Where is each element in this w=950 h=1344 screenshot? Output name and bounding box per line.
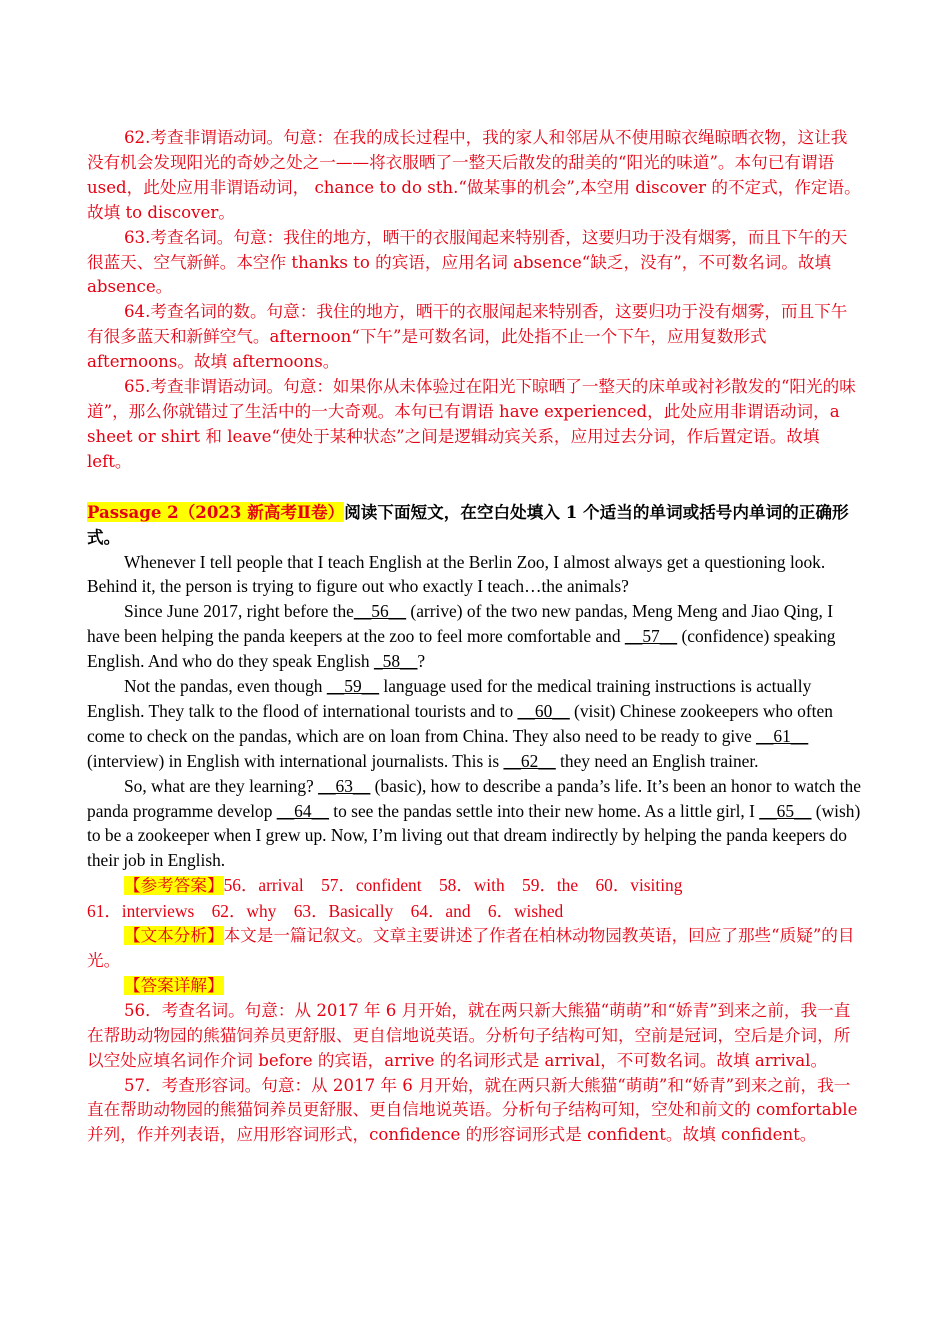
explanation-63: 63.考查名词。句意：我住的地方，晒干的衣服闻起来特别香，这要归功于没有烟雾，而且下午的天很蓝天、空气新鲜。本空作 thanks to 的宾语，应用名词 absence“缺乏，没有”，不可数名词。故填 absence。 — [87, 227, 848, 297]
answer-list-2: 61．interviews 62．why 63．Basically 64．and 6．wished — [87, 901, 564, 922]
text-run: So, what are they learning? — [124, 775, 319, 796]
text-run: (visit) Chinese zookeepers who often come to check on the pandas, which are on loan from China. They also need to be ready to give — [87, 700, 833, 746]
details-label: 【答案详解】 — [124, 975, 224, 995]
text-run: they need an English trainer. — [555, 750, 759, 771]
explanation-62: 62.考查非谓语动词。句意：在我的成长过程中，我的家人和邻居从不使用晾衣绳晾晒衣物，这让我没有机会发现阳光的奇妙之处之一——将衣服晒了一整天后散发的甜美的“阳光的味道”。本句已有谓语 used，此处应用非谓语动词， chance to do sth.“做某事的机会”,本空用 discover 的不定式，作定语。故填 to discover。 — [87, 128, 861, 222]
analysis-text: 本文是一篇记叙文。文章主要讲述了作者在柏林动物园教英语，回应了那些“质疑”的目光。 — [87, 926, 855, 970]
details-line — [87, 974, 862, 999]
passage-instruction: 阅读下面短文，在空白处填入 1 个适当的单词或括号内单词的正确形式。 — [87, 501, 849, 547]
text-run: (interview) in English with international journalists. This is — [87, 750, 504, 771]
document-page — [87, 126, 862, 1148]
text-run: language used for the medical training instructions is actually English. They talk to the flood of international tourists and to — [87, 676, 812, 721]
text-run: ? — [417, 651, 426, 672]
detail-56: 56．考查名词。句意：从 2017 年 6 月开始，就在两只新大熊猫“萌萌”和“娇青”到来之前，我一直在帮助动物园的熊猫饲养员更舒服、更自信地说英语。分析句子结构可知，空前是冠词，空后是介词，所以空处应填名词作介词 before 的宾语，arrive 的名词形式是 arrival，不可数名词。故填 arrival。 — [87, 1000, 851, 1070]
passage-header — [87, 500, 862, 550]
text-run: to see the pandas settle into their new home. As a little girl, I — [328, 800, 760, 821]
passage-paragraph-2 — [87, 599, 862, 674]
blank-56: __56__ — [353, 601, 407, 622]
blank-63: __63__ — [318, 775, 371, 796]
text-run: (arrive) of the two new pandas, Meng Meng and Jiao Qing, I have been helping the panda keepers at the zoo to feel more comfortable and — [87, 601, 833, 647]
blank-61: __61__ — [756, 725, 809, 746]
blank-59: __59__ — [326, 676, 380, 697]
text-run: Not the pandas, even though — [124, 676, 327, 697]
previous-explanations — [87, 126, 862, 475]
blank-57: __57__ — [624, 626, 678, 647]
explanation-65: 65.考查非谓语动词。句意：如果你从未体验过在阳光下晾晒了一整天的床单或衬衫散发的“阳光的味道”，那么你就错过了生活中的一大奇观。本句已有谓语 have experienced，此处应用非谓语动词，a sheet or shirt 和 leave“使处于某种状态”之间是逻辑动宾关系，应用过去分词，作后置定语。故填 left。 — [87, 377, 856, 471]
text-run: Since June 2017, right before the — [124, 601, 354, 622]
blank-64: __64__ — [276, 800, 329, 821]
explanation-64: 64.考查名词的数。句意：我住的地方，晒干的衣服闻起来特别香，这要归功于没有烟雾，而且下午有很多蓝天和新鲜空气。afternoon“下午”是可数名词，此处指不止一个下午，应用复数形式 afternoons。故填 afternoons。 — [87, 302, 848, 372]
answer-section — [87, 873, 862, 1148]
answer-list-1: 56．arrival 57．confident 58．with 59．the 60．visiting — [223, 875, 683, 896]
detail-57: 57．考查形容词。句意：从 2017 年 6 月开始，就在两只新大熊猫“萌萌”和“娇青”到来之前，我一直在帮助动物园的熊猫饲养员更舒服、更自信地说英语。分析句子结构可知，空处和前文的 comfortable 并列，作并列表语，应用形容词形式，confidence 的形容词形式是 confident。故填 confident。 — [87, 1075, 858, 1145]
blank-62: __62__ — [503, 750, 556, 771]
blank-58: _58__ — [373, 651, 418, 672]
blank-65: __65__ — [759, 800, 812, 821]
passage-tag: Passage 2（2023 新高考Ⅱ卷） — [87, 501, 345, 522]
text-run: (wish) to be a zookeeper when I grew up. Now, I’m living out that dream indirectly by helping the panda keepers do their job in English. — [87, 800, 861, 871]
passage-paragraph-1: Whenever I tell people that I teach English at the Berlin Zoo, I almost always get a questioning look. Behind it, the person is trying to figure out who exactly I teach…the animals? — [87, 551, 826, 597]
analysis-label: 【文本分析】 — [124, 926, 224, 946]
passage-body — [87, 550, 862, 874]
text-run: (confidence) speaking English. And who do they speak English — [87, 626, 836, 672]
passage-paragraph-4 — [87, 774, 862, 874]
blank-60: __60__ — [517, 700, 570, 721]
text-run: (basic), how to describe a panda’s life. It’s been an honor to watch the panda programme develop — [87, 775, 861, 821]
answer-label: 【参考答案】 — [124, 876, 224, 896]
answer-line-1 — [87, 873, 862, 899]
passage-paragraph-3 — [87, 674, 862, 774]
analysis-line — [87, 924, 862, 974]
